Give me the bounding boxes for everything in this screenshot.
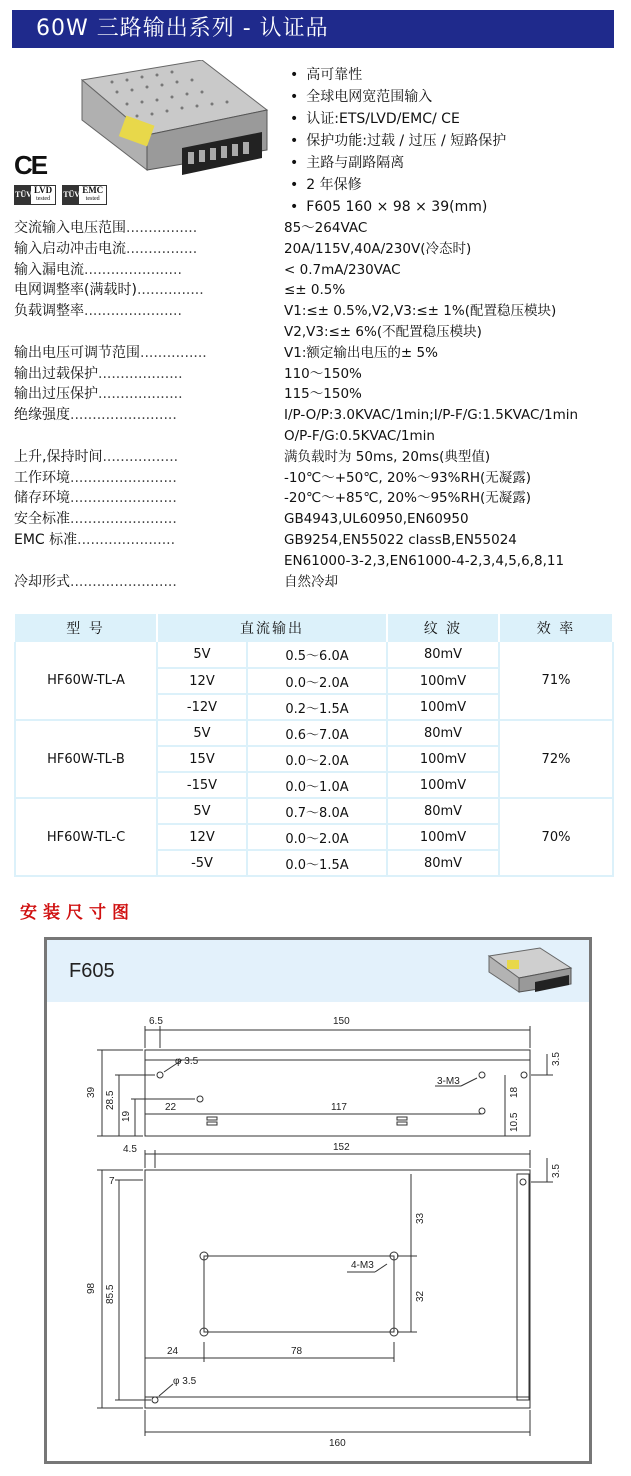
dim-label: 19 bbox=[121, 1110, 132, 1122]
efficiency-cell: 72% bbox=[499, 720, 613, 798]
feature-item: • F605 160 × 98 × 39(mm) bbox=[290, 196, 506, 218]
current-cell: 0.0～1.5A bbox=[247, 850, 387, 876]
dimension-drawing bbox=[44, 937, 592, 1464]
dim-label: 78 bbox=[291, 1346, 303, 1357]
mount-hole bbox=[157, 1072, 163, 1078]
spec-label: 输出过载保护 bbox=[14, 365, 98, 382]
spec-value: O/P-F/G:0.5KVAC/1min bbox=[284, 427, 435, 444]
spec-value: GB4943,UL60950,EN60950 bbox=[284, 511, 469, 528]
spec-label: 储存环境 bbox=[14, 490, 70, 507]
voltage-cell: -15V bbox=[157, 772, 247, 798]
spec-leader-dots: ............... bbox=[140, 344, 207, 361]
mount-hole bbox=[520, 1179, 526, 1185]
current-cell: 0.0～2.0A bbox=[247, 824, 387, 850]
voltage-cell: -12V bbox=[157, 694, 247, 720]
model-cell: HF60W-TL-C bbox=[15, 798, 157, 876]
model-cell: HF60W-TL-A bbox=[15, 642, 157, 720]
efficiency-cell: 70% bbox=[499, 798, 613, 876]
spec-row bbox=[14, 426, 624, 447]
product-image bbox=[72, 60, 272, 205]
spec-value: V1:额定输出电压的± 5% bbox=[284, 344, 438, 361]
spec-label: 负载调整率 bbox=[14, 303, 84, 320]
feature-item: • 认证:ETS/LVD/EMC/ CE bbox=[290, 108, 506, 130]
drawing-header bbox=[47, 940, 589, 1002]
dim-label: 4-M3 bbox=[351, 1260, 374, 1271]
spec-value: I/P-O/P:3.0KVAC/1min;I/P-F/G:1.5KVAC/1min bbox=[284, 407, 579, 424]
mount-hole bbox=[197, 1096, 203, 1102]
dim-label: 152 bbox=[333, 1142, 350, 1153]
dim-label: 33 bbox=[415, 1212, 426, 1224]
lvd-tested: tested bbox=[36, 196, 51, 202]
spec-leader-dots: ...................... bbox=[84, 261, 182, 278]
drawing-svg bbox=[47, 1002, 589, 1462]
tuv-logo-icon: TÜV bbox=[63, 186, 79, 204]
side-outline bbox=[145, 1050, 530, 1136]
install-section-title: 安装尺寸图 bbox=[20, 903, 135, 923]
voltage-cell: 12V bbox=[157, 668, 247, 694]
voltage-cell: 5V bbox=[157, 642, 247, 668]
current-cell: 0.5～6.0A bbox=[247, 642, 387, 668]
mount-hole bbox=[521, 1072, 527, 1078]
spec-label: 安全标准 bbox=[14, 511, 70, 528]
dim-label: 39 bbox=[86, 1086, 97, 1098]
spec-row bbox=[14, 384, 624, 405]
dim-label: 117 bbox=[331, 1102, 347, 1113]
feature-list bbox=[290, 64, 506, 218]
spec-label: 输入漏电流 bbox=[14, 261, 84, 278]
spec-row bbox=[14, 343, 624, 364]
page-title: 60W 三路输出系列 - 认证品 bbox=[36, 16, 329, 41]
spec-list bbox=[14, 218, 624, 592]
efficiency-cell: 71% bbox=[499, 642, 613, 720]
lvd-badge bbox=[14, 185, 56, 205]
spec-value: V1:≤± 0.5%,V2,V3:≤± 1%(配置稳压模块) bbox=[284, 303, 557, 320]
ripple-cell: 100mV bbox=[387, 824, 499, 850]
voltage-cell: 5V bbox=[157, 798, 247, 824]
spec-leader-dots: ................... bbox=[98, 386, 183, 403]
spec-row bbox=[14, 280, 624, 301]
spec-value: GB9254,EN55022 classB,EN55024 bbox=[284, 531, 517, 548]
mount-hole bbox=[152, 1397, 158, 1403]
spec-row bbox=[14, 260, 624, 281]
spec-value: -20℃～+85℃, 20%～95%RH(无凝露) bbox=[284, 490, 532, 507]
spec-row bbox=[14, 509, 624, 530]
spec-label: EMC 标准 bbox=[14, 531, 78, 548]
spec-leader-dots: ........................ bbox=[70, 469, 177, 486]
table-row bbox=[15, 798, 613, 824]
spec-value: EN61000-3-2,3,EN61000-4-2,3,4,5,6,8,11 bbox=[284, 552, 565, 569]
spec-label: 交流输入电压范围 bbox=[14, 220, 126, 236]
spec-label: 输出电压可调节范围 bbox=[14, 344, 140, 361]
plan-outline bbox=[145, 1170, 530, 1408]
dim-label: 3-M3 bbox=[437, 1076, 460, 1087]
dim-label: 3.5 bbox=[551, 1052, 562, 1066]
spec-value: 110～150% bbox=[284, 365, 362, 382]
spec-row bbox=[14, 447, 624, 468]
spec-leader-dots: ........................ bbox=[70, 573, 177, 590]
lvd-label: LVD bbox=[34, 185, 53, 195]
spec-leader-dots: ........................ bbox=[70, 407, 177, 424]
dim-label: 150 bbox=[333, 1016, 350, 1027]
spec-leader-dots: ................ bbox=[126, 240, 198, 257]
spec-leader-dots: ...................... bbox=[77, 531, 176, 548]
feature-item: • 2 年保修 bbox=[290, 174, 506, 196]
dim-label: 85.5 bbox=[105, 1284, 116, 1304]
ripple-cell: 100mV bbox=[387, 668, 499, 694]
spec-leader-dots: ............... bbox=[136, 282, 204, 299]
table-row bbox=[15, 720, 613, 746]
ripple-cell: 100mV bbox=[387, 772, 499, 798]
spec-label: 输出过压保护 bbox=[14, 386, 98, 403]
ripple-cell: 80mV bbox=[387, 798, 499, 824]
spec-row bbox=[14, 572, 624, 593]
header-dc-output: 直流输出 bbox=[157, 614, 387, 642]
spec-label: 输入启动冲击电流 bbox=[14, 240, 126, 257]
spec-row bbox=[14, 364, 624, 385]
spec-row bbox=[14, 551, 624, 572]
voltage-cell: 12V bbox=[157, 824, 247, 850]
product-thumbnail bbox=[485, 946, 575, 1000]
spec-row bbox=[14, 218, 624, 239]
spec-value: 20A/115V,40A/230V(冷态时) bbox=[284, 240, 472, 257]
drawing-model: F605 bbox=[69, 960, 115, 982]
ripple-cell: 100mV bbox=[387, 746, 499, 772]
feature-item: • 高可靠性 bbox=[290, 64, 506, 86]
mount-hole bbox=[479, 1072, 485, 1078]
dim-label: 18 bbox=[509, 1086, 520, 1098]
dim-label: φ 3.5 bbox=[175, 1056, 199, 1067]
spec-value: 85～264VAC bbox=[284, 220, 368, 236]
emc-badge bbox=[62, 185, 107, 205]
spec-leader-dots: ........................ bbox=[70, 490, 177, 507]
current-cell: 0.6～7.0A bbox=[247, 720, 387, 746]
current-cell: 0.7～8.0A bbox=[247, 798, 387, 824]
spec-row bbox=[14, 530, 624, 551]
mount-hole bbox=[479, 1108, 485, 1114]
dim-label: 32 bbox=[415, 1290, 426, 1302]
model-table bbox=[14, 614, 614, 877]
dim-label: 4.5 bbox=[123, 1144, 137, 1155]
spec-label: 绝缘强度 bbox=[14, 407, 70, 424]
header-model: 型 号 bbox=[15, 614, 157, 642]
current-cell: 0.2～1.5A bbox=[247, 694, 387, 720]
spec-row bbox=[14, 301, 624, 322]
spec-row bbox=[14, 322, 624, 343]
spec-label: 电网调整率(满载时) bbox=[14, 282, 137, 299]
spec-label: 上升,保持时间 bbox=[14, 448, 103, 465]
spec-value: < 0.7mA/230VAC bbox=[284, 261, 401, 278]
dim-label: 6.5 bbox=[149, 1016, 163, 1027]
spec-value: 满负载时为 50ms, 20ms(典型值) bbox=[284, 448, 491, 465]
tuv-logo-icon: TÜV bbox=[15, 186, 31, 204]
spec-row bbox=[14, 405, 624, 426]
spec-row bbox=[14, 239, 624, 260]
voltage-cell: 5V bbox=[157, 720, 247, 746]
dim-label: 24 bbox=[167, 1346, 179, 1357]
voltage-cell: 15V bbox=[157, 746, 247, 772]
model-cell: HF60W-TL-B bbox=[15, 720, 157, 798]
spec-value: 115～150% bbox=[284, 386, 362, 403]
feature-item: • 保护功能:过载 / 过压 / 短路保护 bbox=[290, 130, 506, 152]
feature-item: • 全球电网宽范围输入 bbox=[290, 86, 506, 108]
page-header bbox=[12, 10, 614, 48]
table-row bbox=[15, 642, 613, 668]
dim-label: 7 bbox=[109, 1176, 115, 1187]
dim-label: 10.5 bbox=[509, 1112, 520, 1132]
header-efficiency: 效 率 bbox=[499, 614, 613, 642]
ce-mark: CE bbox=[14, 150, 47, 180]
ripple-cell: 80mV bbox=[387, 850, 499, 876]
dim-label: φ 3.5 bbox=[173, 1376, 197, 1387]
spec-row bbox=[14, 488, 624, 509]
spec-value: 自然冷却 bbox=[284, 573, 338, 590]
dim-label: 22 bbox=[165, 1102, 177, 1113]
emc-tested: tested bbox=[85, 196, 100, 202]
spec-label: 冷却形式 bbox=[14, 573, 70, 590]
current-cell: 0.0～2.0A bbox=[247, 668, 387, 694]
dim-label: 28.5 bbox=[105, 1090, 116, 1110]
spec-value: V2,V3:≤± 6%(不配置稳压模块) bbox=[284, 323, 482, 340]
spec-value: ≤± 0.5% bbox=[284, 282, 346, 299]
feature-item: • 主路与副路隔离 bbox=[290, 152, 506, 174]
ripple-cell: 80mV bbox=[387, 642, 499, 668]
ripple-cell: 80mV bbox=[387, 720, 499, 746]
ripple-cell: 100mV bbox=[387, 694, 499, 720]
spec-value: -10℃～+50℃, 20%～93%RH(无凝露) bbox=[284, 469, 532, 486]
current-cell: 0.0～2.0A bbox=[247, 746, 387, 772]
header-ripple: 纹 波 bbox=[387, 614, 499, 642]
spec-row bbox=[14, 468, 624, 489]
spec-leader-dots: ................. bbox=[102, 448, 179, 465]
cert-badges bbox=[14, 185, 107, 205]
dim-label: 160 bbox=[329, 1438, 346, 1449]
spec-leader-dots: ........................ bbox=[70, 511, 177, 528]
spec-label: 工作环境 bbox=[14, 469, 70, 486]
current-cell: 0.0～1.0A bbox=[247, 772, 387, 798]
emc-label: EMC bbox=[82, 185, 104, 195]
dim-label: 3.5 bbox=[551, 1164, 562, 1178]
dim-label: 98 bbox=[86, 1282, 97, 1294]
spec-leader-dots: ................... bbox=[98, 365, 183, 382]
table-header-row bbox=[15, 614, 613, 642]
spec-leader-dots: ................ bbox=[126, 220, 198, 236]
spec-leader-dots: ...................... bbox=[84, 303, 182, 320]
voltage-cell: -5V bbox=[157, 850, 247, 876]
